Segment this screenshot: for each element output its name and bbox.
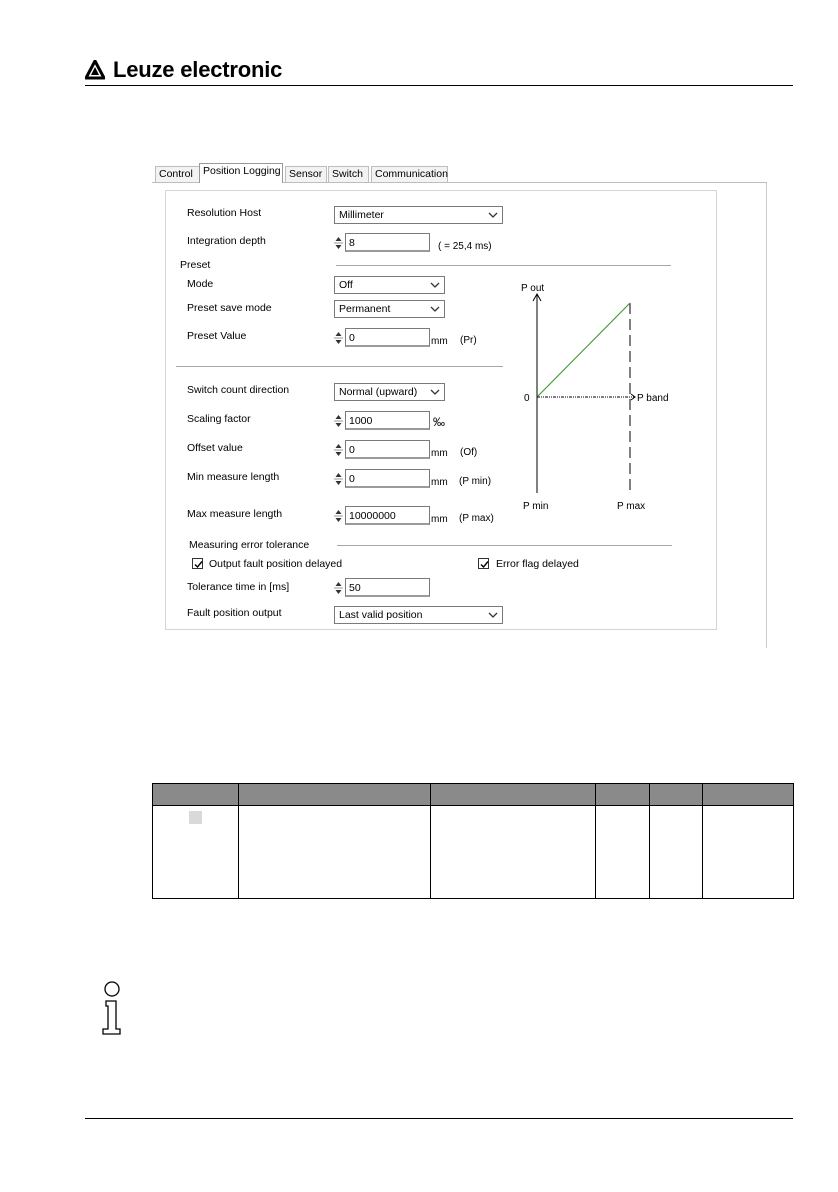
diagram-min-label: P min [523, 501, 549, 512]
scaling-factor-label: Scaling factor [187, 413, 251, 425]
offset-value-symbol: (Of) [460, 447, 478, 458]
chevron-down-icon [487, 209, 499, 221]
integration-depth-input[interactable]: 8 [345, 233, 430, 252]
diagram-output-line [537, 303, 630, 397]
table-cell-marker [189, 811, 202, 824]
spinner-arrows-icon[interactable] [334, 507, 343, 525]
max-measure-length-symbol: (P max) [459, 513, 494, 524]
resolution-host-label: Resolution Host [187, 207, 262, 219]
preset-save-mode-label: Preset save mode [187, 302, 272, 314]
diagram-zero-label: 0 [524, 393, 530, 404]
preset-value-input[interactable]: 0 [345, 328, 430, 347]
chevron-down-icon [487, 609, 499, 621]
tab-position-logging[interactable]: Position Logging [199, 163, 283, 183]
mode-label: Mode [187, 278, 214, 290]
table-column-divider [702, 784, 703, 898]
offset-value-unit: mm [431, 448, 448, 459]
dialog-border [766, 183, 767, 648]
switch-count-direction-label: Switch count direction [187, 384, 290, 396]
resolution-host-value: Millimeter [339, 209, 384, 221]
scaling-factor-unit: ‰ [433, 415, 445, 429]
leuze-logo-icon [85, 60, 105, 80]
table-column-divider [595, 784, 596, 898]
min-measure-length-spinner[interactable] [334, 469, 430, 489]
output-fault-delayed-checkbox[interactable] [192, 558, 203, 569]
tolerance-time-label: Tolerance time in [ms] [187, 581, 290, 593]
tab-sensor[interactable]: Sensor [285, 166, 327, 182]
integration-depth-note: ( = 25,4 ms) [438, 241, 492, 252]
preset-save-mode-value: Permanent [339, 303, 391, 315]
info-icon [100, 980, 128, 1036]
preset-separator [336, 265, 671, 266]
checkmark-icon [479, 559, 490, 570]
offset-value-input[interactable]: 0 [345, 440, 430, 459]
chevron-down-icon [429, 279, 441, 291]
scaling-factor-input[interactable]: 1000 [345, 411, 430, 430]
min-measure-length-unit: mm [431, 477, 448, 488]
offset-value-label: Offset value [187, 442, 243, 454]
resolution-host-select[interactable] [334, 206, 503, 224]
tab-control[interactable]: Control [155, 166, 201, 182]
min-measure-length-symbol: (P min) [459, 476, 492, 487]
tolerance-time-spinner[interactable] [334, 578, 430, 598]
fault-position-output-value: Last valid position [339, 609, 423, 621]
min-measure-length-label: Min measure length [187, 471, 280, 483]
tab-bar [152, 161, 767, 183]
max-measure-length-label: Max measure length [187, 508, 283, 520]
footer-rule [85, 1118, 793, 1119]
chevron-down-icon [429, 386, 441, 398]
error-tolerance-separator [337, 545, 672, 546]
preset-value-unit: mm [431, 336, 448, 347]
integration-depth-spinner[interactable] [334, 233, 430, 253]
preset-section-label: Preset [180, 259, 211, 271]
max-measure-length-unit: mm [431, 514, 448, 525]
scaling-factor-spinner[interactable] [334, 411, 430, 431]
preset-value-label: Preset Value [187, 330, 247, 342]
mode-select[interactable] [334, 276, 445, 294]
switch-count-direction-value: Normal (upward) [339, 386, 418, 398]
fault-position-output-label: Fault position output [187, 607, 282, 619]
switch-count-direction-select[interactable] [334, 383, 445, 401]
position-logging-dialog [152, 161, 767, 648]
parameter-table [152, 783, 794, 899]
min-measure-length-input[interactable]: 0 [345, 469, 430, 488]
spinner-arrows-icon[interactable] [334, 234, 343, 252]
chevron-down-icon [429, 303, 441, 315]
table-column-divider [649, 784, 650, 898]
preset-save-mode-select[interactable] [334, 300, 445, 318]
spinner-arrows-icon[interactable] [334, 412, 343, 430]
error-tolerance-section-label: Measuring error tolerance [189, 539, 310, 551]
mode-value: Off [339, 279, 353, 291]
diagram-x-label: P band [637, 393, 669, 404]
diagram-max-label: P max [617, 501, 646, 512]
spinner-arrows-icon[interactable] [334, 579, 343, 597]
max-measure-length-spinner[interactable] [334, 506, 430, 526]
tab-switch[interactable]: Switch [328, 166, 369, 182]
preset-value-symbol: (Pr) [460, 335, 477, 346]
output-fault-delayed-label: Output fault position delayed [209, 558, 343, 570]
checkmark-icon [193, 559, 204, 570]
spinner-arrows-icon[interactable] [334, 470, 343, 488]
error-flag-delayed-label: Error flag delayed [496, 558, 579, 570]
spinner-arrows-icon[interactable] [334, 329, 343, 347]
table-header-rule [153, 805, 793, 806]
header-rule [85, 85, 793, 86]
brand-name: Leuze electronic [113, 57, 283, 82]
spinner-arrows-icon[interactable] [334, 441, 343, 459]
error-flag-delayed-checkbox[interactable] [478, 558, 489, 569]
tab-communication[interactable]: Communication [371, 166, 448, 182]
offset-value-spinner[interactable] [334, 440, 430, 460]
max-measure-length-input[interactable]: 10000000 [345, 506, 430, 525]
diagram-y-label: P out [521, 283, 545, 294]
table-column-divider [430, 784, 431, 898]
table-column-divider [238, 784, 239, 898]
scaling-diagram [517, 281, 677, 521]
integration-depth-label: Integration depth [187, 235, 266, 247]
fault-position-output-select[interactable] [334, 606, 503, 624]
table-header [153, 784, 793, 805]
middle-separator [176, 366, 503, 367]
tolerance-time-input[interactable]: 50 [345, 578, 430, 597]
preset-value-spinner[interactable] [334, 328, 430, 348]
